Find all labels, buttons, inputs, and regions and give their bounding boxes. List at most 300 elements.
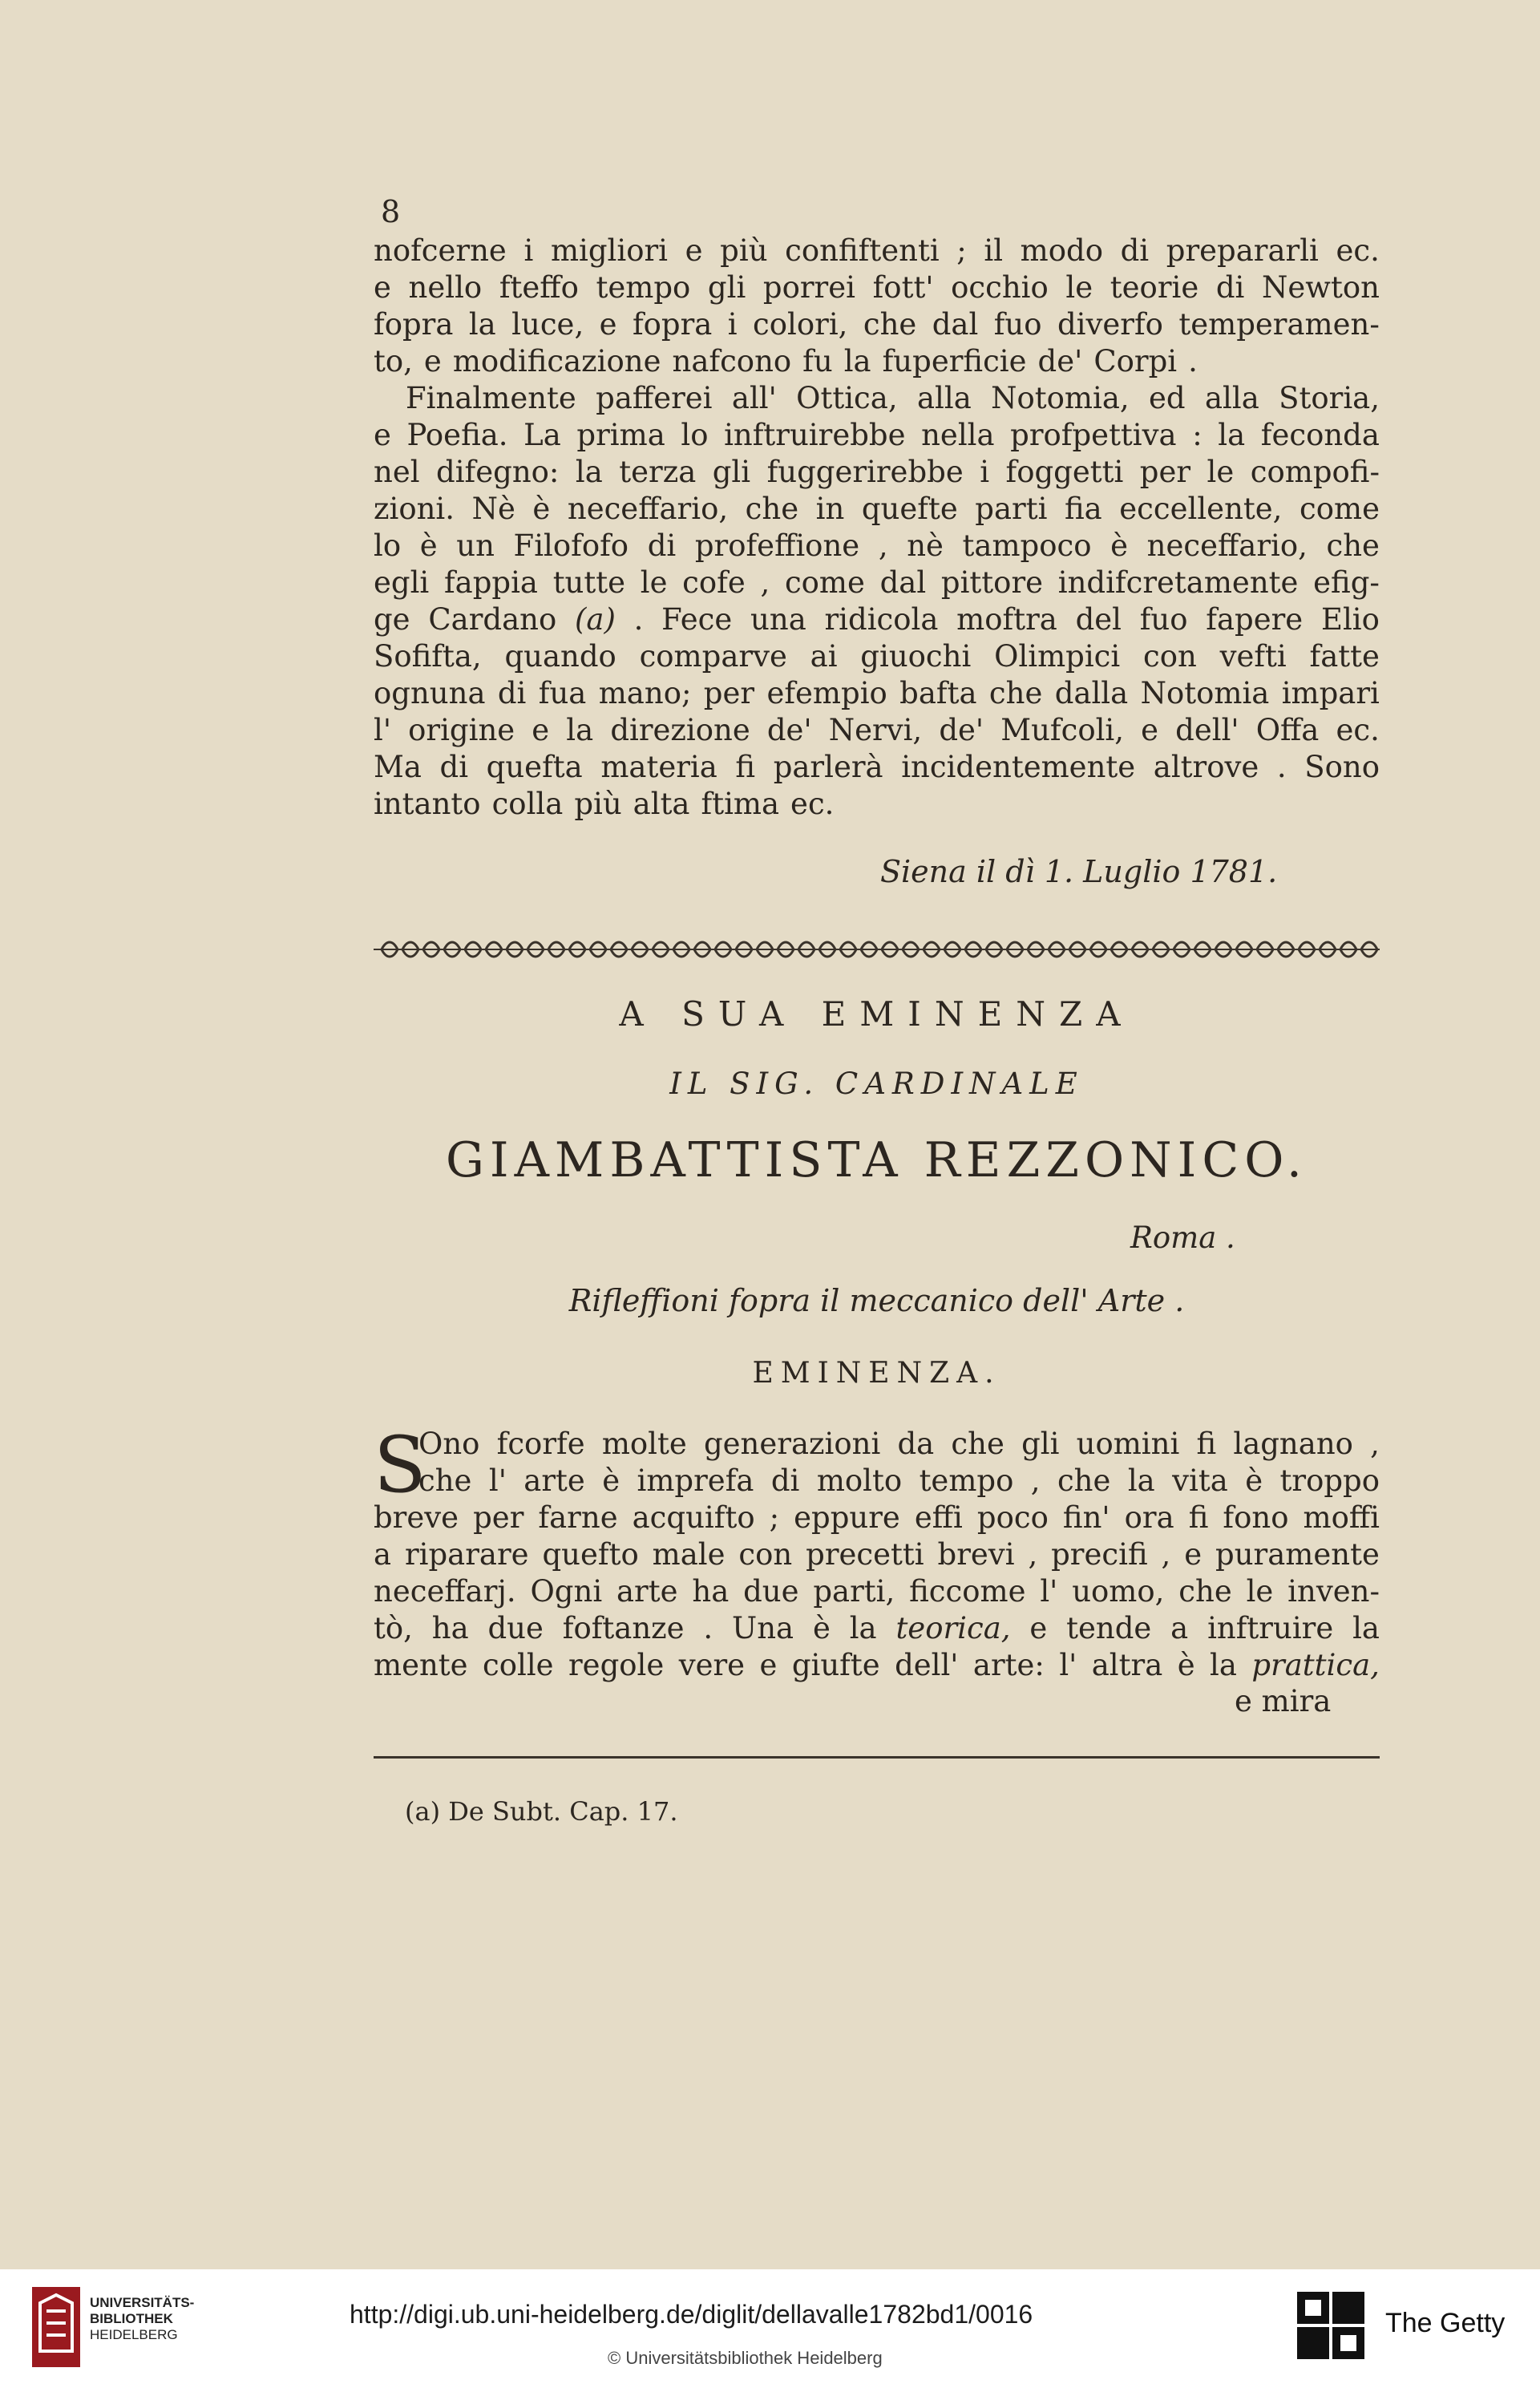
word: le (1246, 1574, 1274, 1609)
word: nè (907, 528, 944, 563)
text-line (374, 417, 1380, 454)
getty-logo-icon[interactable] (1297, 2292, 1369, 2364)
word: Nè (471, 492, 515, 526)
word: gli (1021, 1427, 1060, 1461)
word: tampoco (962, 528, 1092, 563)
word: Ono (418, 1427, 480, 1461)
word: vere (678, 1648, 746, 1682)
word: ftima (701, 787, 780, 821)
word: . (703, 1611, 713, 1645)
word: migliori (550, 233, 669, 268)
word: breve (374, 1500, 459, 1535)
word: : (1192, 418, 1202, 452)
word: è (1245, 1463, 1263, 1498)
word: fia (1064, 492, 1102, 526)
word: indifcretamente (1057, 565, 1299, 600)
word: teorie (1110, 270, 1199, 305)
word: intanto (374, 787, 481, 821)
word: terza (619, 455, 697, 489)
word: Offa (1255, 713, 1320, 747)
word: di (439, 750, 469, 784)
ub-line-2: BIBLIOTHEK (90, 2311, 173, 2326)
word: La (523, 418, 561, 452)
word: ai (810, 639, 838, 674)
word: quando (504, 639, 616, 674)
ornament-divider (374, 938, 1380, 961)
word: dell' (895, 1648, 959, 1682)
word: vefti (1219, 639, 1287, 674)
word: colori, (753, 307, 848, 342)
word: i (523, 233, 534, 268)
word: giuochi (860, 639, 972, 674)
text-line (374, 1500, 1380, 1536)
word: brevi (937, 1537, 1015, 1572)
word: fuo (1139, 602, 1188, 637)
word: che (1326, 528, 1380, 563)
word: di (497, 676, 527, 710)
text-line (374, 454, 1380, 491)
word: quefta (486, 750, 583, 784)
word: pafferei (596, 381, 713, 415)
word: lagnano (1233, 1427, 1353, 1461)
word: dalla (1054, 676, 1129, 710)
word: poco (976, 1500, 1049, 1535)
word: de' (766, 713, 812, 747)
word: troppo (1279, 1463, 1380, 1498)
drop-cap: S (374, 1420, 426, 1510)
word: il (984, 233, 1004, 268)
text-line (374, 1610, 1380, 1647)
word: precifi (1051, 1537, 1148, 1572)
word: altrove (1153, 750, 1259, 784)
word: fin' (1062, 1500, 1110, 1535)
word: fopra (632, 307, 713, 342)
word: dal (932, 307, 979, 342)
word: foftanze (562, 1611, 685, 1645)
word: molto (816, 1463, 903, 1498)
word: ha (692, 1574, 730, 1609)
word: arte: (972, 1648, 1045, 1682)
word: confiftenti (785, 233, 940, 268)
word: ec. (790, 787, 835, 821)
word: de' (1037, 344, 1083, 378)
word: è (532, 492, 551, 526)
word: fappia (443, 565, 538, 600)
word: un (456, 528, 495, 563)
word: Storia, (1279, 381, 1380, 415)
word: quefte (861, 492, 958, 526)
word: dal (879, 565, 927, 600)
word: nella (921, 418, 995, 452)
word: ora (1124, 1500, 1174, 1535)
word: fua (538, 676, 587, 710)
word: gli (712, 455, 751, 489)
word: due (743, 1574, 799, 1609)
word: acquifto (632, 1500, 755, 1535)
paragraph-1 (374, 233, 1380, 380)
word: mente (374, 1648, 468, 1682)
text-line (374, 1426, 1380, 1463)
text-line (374, 491, 1380, 528)
place-line: Roma . (1130, 1220, 1235, 1255)
word: diverfo (1057, 307, 1163, 342)
word: e (1184, 1537, 1202, 1572)
word: ha (431, 1611, 469, 1645)
word: efig- (1313, 565, 1380, 600)
word: Notomia, (991, 381, 1130, 415)
word: ed (1149, 381, 1186, 415)
text-line (374, 601, 1380, 638)
word: tempo (919, 1463, 1014, 1498)
word: le (640, 565, 668, 600)
word: e (685, 233, 703, 268)
word: puramente (1215, 1537, 1380, 1572)
word: è (419, 528, 438, 563)
word: parlerà (773, 750, 883, 784)
letter-lines (374, 1420, 1380, 1684)
word: fott' (872, 270, 934, 305)
word: prima (576, 418, 665, 452)
word: , (1030, 1463, 1041, 1498)
word: prepararli (1166, 233, 1319, 268)
word: uomini (1076, 1427, 1180, 1461)
word: inftruire (1207, 1611, 1334, 1645)
word: Cardano (428, 602, 557, 637)
word: feconda (1260, 418, 1380, 452)
word: la (575, 455, 603, 489)
word: modo (1020, 233, 1103, 268)
word: ridicola (824, 602, 939, 637)
word: Sofifta, (374, 639, 482, 674)
word: e (423, 344, 442, 378)
word: tende (1066, 1611, 1152, 1645)
word: inven- (1287, 1574, 1380, 1609)
word: i (727, 307, 738, 342)
word: la (566, 713, 594, 747)
word: l' (1040, 1574, 1058, 1609)
word: quefto (542, 1537, 639, 1572)
word: che (863, 307, 917, 342)
word: nofcerne (374, 233, 507, 268)
word: di (770, 1463, 800, 1498)
word: Nervi, (828, 713, 923, 747)
word: teorica, (895, 1611, 1011, 1645)
word: nello (408, 270, 483, 305)
word: da (897, 1427, 935, 1461)
word: lo (681, 418, 709, 452)
catchword: e mira (1235, 1684, 1332, 1718)
word: occhio (951, 270, 1049, 305)
word: la (1210, 1648, 1237, 1682)
footnote: (a) De Subt. Cap. 17. (405, 1796, 678, 1827)
word: foggetti (1005, 455, 1124, 489)
page-number: 8 (381, 194, 401, 229)
text-line (374, 528, 1380, 565)
word: e (532, 713, 550, 747)
word: l' (488, 1463, 507, 1498)
word: e (374, 270, 391, 305)
word: e (759, 1648, 778, 1682)
word: fcorfe (496, 1427, 585, 1461)
word: con (738, 1537, 793, 1572)
word: e (1141, 713, 1159, 747)
word: Elio (1320, 602, 1380, 637)
word: e (599, 307, 617, 342)
word: una (750, 602, 806, 637)
word: (a) (574, 602, 616, 637)
text-line (374, 675, 1380, 712)
text-line (374, 306, 1380, 343)
word: fteffo (499, 270, 579, 305)
text-line (374, 565, 1380, 601)
text-line (374, 343, 1380, 380)
copyright-notice: © Universitätsbibliothek Heidelberg (608, 2348, 883, 2368)
word: i (980, 455, 990, 489)
word: profpettiva (1010, 418, 1177, 452)
word: che (988, 676, 1043, 710)
text-line (374, 380, 1380, 417)
word: alta (633, 787, 690, 821)
word: Finalmente (406, 381, 576, 415)
word: alla (1204, 381, 1259, 415)
word: la (1127, 1463, 1155, 1498)
word: bafta (899, 676, 977, 710)
word: e (374, 418, 391, 452)
word: de' (939, 713, 984, 747)
word: la (1218, 418, 1246, 452)
word: in (815, 492, 845, 526)
word: effi (914, 1500, 963, 1535)
word: con (1142, 639, 1197, 674)
word: direzione (610, 713, 750, 747)
word: egli (374, 565, 430, 600)
word: compofi- (1250, 455, 1380, 489)
word: che (1057, 1463, 1111, 1498)
heading-name: GIAMBATTISTA REZZONICO. (445, 1132, 1308, 1188)
word: la (468, 307, 496, 342)
word: del (1075, 602, 1122, 637)
permalink-url[interactable]: http://digi.ub.uni-heidelberg.de/diglit/dellavalle1782bd1/0016 (350, 2300, 1033, 2329)
word: origine (408, 713, 515, 747)
word: parti, (813, 1574, 895, 1609)
word: inftruirebbe (724, 418, 906, 452)
word: all' (731, 381, 777, 415)
word: fi (735, 750, 756, 784)
word: temperamen- (1178, 307, 1380, 342)
word: di (1120, 233, 1150, 268)
word: ec. (1336, 713, 1380, 747)
word: Sono (1304, 750, 1380, 784)
text-line (374, 269, 1380, 306)
word: fuggerirebbe (766, 455, 964, 489)
word: vita (1172, 1463, 1228, 1498)
word: a (374, 1537, 392, 1572)
word: due (487, 1611, 544, 1645)
word: a (1170, 1611, 1189, 1645)
word: nel (374, 455, 420, 489)
word: ; (956, 233, 967, 268)
text-line (374, 1536, 1380, 1573)
word: Notomia (1140, 676, 1270, 710)
word: Olimpici (994, 639, 1121, 674)
word: alla (916, 381, 972, 415)
word: Mufcoli, (1000, 713, 1125, 747)
word: ; (769, 1500, 780, 1535)
word: difegno: (436, 455, 560, 489)
word: le (1207, 455, 1235, 489)
word: fi (1188, 1500, 1209, 1535)
word: . (1188, 344, 1198, 378)
word: fono (1223, 1500, 1289, 1535)
heading-cardinale: IL SIG. CARDINALE (669, 1067, 1084, 1101)
word: farne (538, 1500, 618, 1535)
word: eccellente, (1119, 492, 1283, 526)
word: ficcome (909, 1574, 1026, 1609)
word: neceffario, (1146, 528, 1308, 563)
word: Poefia. (406, 418, 508, 452)
getty-name: The Getty (1385, 2308, 1506, 2338)
word: fopra (374, 307, 454, 342)
word: fuo (993, 307, 1042, 342)
word: pittore (940, 565, 1044, 600)
word: luce, (511, 307, 584, 342)
text-line (374, 712, 1380, 749)
word: zioni. (374, 492, 455, 526)
word: prattica, (1251, 1648, 1380, 1682)
word: per (473, 1500, 524, 1535)
heading-a-sua-eminenza: A SUA EMINENZA (619, 994, 1134, 1034)
word: come (784, 565, 865, 600)
word: , (1161, 1537, 1171, 1572)
text-line (374, 1573, 1380, 1610)
word: che (745, 492, 799, 526)
word: Ma (374, 750, 422, 784)
word: che (1178, 1574, 1232, 1609)
word: di (647, 528, 677, 563)
word: molte (601, 1427, 687, 1461)
subtitle: Rifleffioni fopra il meccanico dell' Arte . (568, 1283, 1185, 1318)
word: profeffione (694, 528, 860, 563)
ub-name (90, 2295, 194, 2343)
word: altra (1091, 1648, 1163, 1682)
word: generazioni (703, 1427, 881, 1461)
word: neceffario, (567, 492, 729, 526)
word: neceffarj. (374, 1574, 516, 1609)
word: la (1352, 1611, 1380, 1645)
footnote-rule (374, 1756, 1380, 1763)
word: tutte (552, 565, 626, 600)
word: dell' (1175, 713, 1239, 747)
text-line (374, 638, 1380, 675)
word: mano; (598, 676, 692, 710)
word: lo (374, 528, 402, 563)
word: gli (707, 270, 746, 305)
word: fatte (1309, 639, 1380, 674)
word: efempio (766, 676, 887, 710)
text-line (374, 786, 1380, 823)
word: moftra (956, 602, 1057, 637)
word: imprefa (637, 1463, 754, 1498)
word: precetti (806, 1537, 924, 1572)
word: , (878, 528, 888, 563)
word: arte (523, 1463, 585, 1498)
word: ge (374, 602, 410, 637)
word: parti (975, 492, 1048, 526)
word: Filofofo (513, 528, 629, 563)
word: di (1215, 270, 1245, 305)
letter-paragraph (374, 1420, 1380, 1684)
continued-paragraph (374, 233, 1380, 823)
word: e (1029, 1611, 1048, 1645)
word: , (760, 565, 770, 600)
word: è (812, 1611, 831, 1645)
text-line (374, 1647, 1380, 1684)
word: è (602, 1463, 620, 1498)
word: ognuna (374, 676, 486, 710)
ub-heidelberg-logo-icon[interactable] (32, 2287, 80, 2367)
word: regole (568, 1648, 665, 1682)
ub-line-3: HEIDELBERG (90, 2327, 178, 2342)
word: arte (616, 1574, 678, 1609)
word: colla (491, 787, 564, 821)
word: fu (802, 344, 833, 378)
word: è (1110, 528, 1129, 563)
word: Corpi (1093, 344, 1178, 378)
word: Fece (661, 602, 733, 637)
word: fapere (1206, 602, 1304, 637)
word: che (951, 1427, 1004, 1461)
word: l' (374, 713, 392, 747)
word: materia (600, 750, 717, 784)
paragraph-2 (374, 380, 1380, 823)
word: Ottica, (796, 381, 898, 415)
word: per (1139, 455, 1191, 489)
word: impari (1281, 676, 1380, 710)
word: , (1370, 1427, 1380, 1461)
word: comparve (639, 639, 787, 674)
viewer-footer (0, 2269, 1540, 2388)
word: Ogni (530, 1574, 603, 1609)
salutation: EMINENZA. (752, 1357, 1001, 1390)
word: come (1300, 492, 1380, 526)
word: tempo (596, 270, 691, 305)
word: per (703, 676, 755, 710)
ub-line-1: UNIVERSITÄTS- (90, 2295, 195, 2310)
word: più (720, 233, 768, 268)
word: tò, (374, 1611, 413, 1645)
word: incidentemente (901, 750, 1136, 784)
word: . (633, 602, 644, 637)
word: uomo, (1072, 1574, 1165, 1609)
text-line (374, 749, 1380, 786)
word: Newton (1262, 270, 1380, 305)
word: eppure (794, 1500, 900, 1535)
word: moffi (1303, 1500, 1380, 1535)
word: la (849, 1611, 877, 1645)
word: fuperficie (882, 344, 1027, 378)
word: male (652, 1537, 726, 1572)
word: Una (732, 1611, 794, 1645)
word: la (843, 344, 871, 378)
word: fi (1196, 1427, 1217, 1461)
word: nafcono (672, 344, 792, 378)
text-line (374, 233, 1380, 269)
date-line: Siena il dì 1. Luglio 1781. (880, 854, 1278, 889)
word: l' (1059, 1648, 1077, 1682)
word: che (418, 1463, 472, 1498)
word: to, (374, 344, 413, 378)
word: colle (483, 1648, 554, 1682)
